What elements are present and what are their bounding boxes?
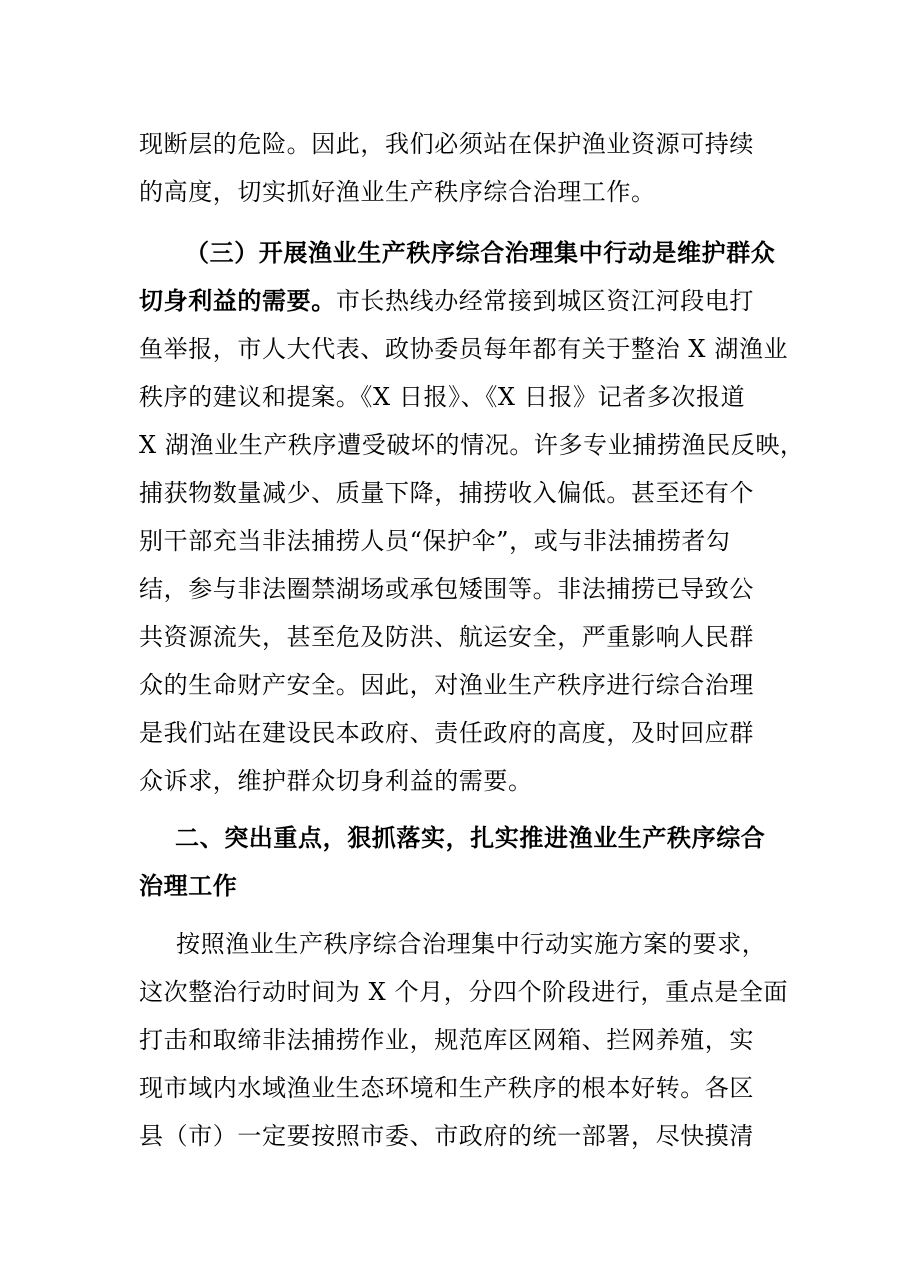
paragraph-line: 的高度，切实抓好渔业生产秩序综合治理工作。 [139,178,656,206]
paragraph-text: 市长热线办经常接到城区资江河段电打 [335,287,755,315]
paragraph-line: 共资源流失，甚至危及防洪、航运安全，严重影响人民群 [139,623,754,651]
paragraph-line: 别干部充当非法捕捞人员“保护伞”，或与非法捕捞者勾 [139,527,731,555]
paragraph-line: 秩序的建议和提案。《X 日报》、《X 日报》记者多次报道 [139,383,746,411]
section-heading-3: （三）开展渔业生产秩序综合治理集中行动是维护群众 [185,239,776,267]
paragraph-line: X 湖渔业生产秩序遭受破坏的情况。许多专业捕捞渔民反映， [139,431,805,459]
paragraph-line: 现市域内水域渔业生态环境和生产秩序的根本好转。各区 [139,1074,754,1102]
section-heading-2-cont: 治理工作 [139,872,238,900]
paragraph-line [139,281,779,321]
paragraph-line: 打击和取缔非法捕捞作业，规范库区网箱、拦网养殖，实 [139,1026,754,1054]
paragraph-line: 这次整治行动时间为 X 个月，分四个阶段进行，重点是全面 [139,978,789,1006]
paragraph-line: 现断层的危险。因此，我们必须站在保护渔业资源可持续 [139,130,754,158]
paragraph-line: 是我们站在建设民本政府、责任政府的高度，及时回应群 [139,719,754,747]
paragraph-line: 捕获物数量减少、质量下降，捕捞收入偏低。甚至还有个 [139,479,754,507]
section-heading-3-cont: 切身利益的需要。 [139,287,336,315]
paragraph-line: 县（市）一定要按照市委、市政府的统一部署，尽快摸清 [139,1122,754,1150]
paragraph-line: 众的生命财产安全。因此，对渔业生产秩序进行综合治理 [139,671,754,699]
paragraph-line: 结，参与非法圈禁湖场或承包矮围等。非法捕捞已导致公 [139,575,754,603]
paragraph-line: 鱼举报，市人大代表、政协委员每年都有关于整治 X 湖渔业 [139,335,789,363]
paragraph-line: 按照渔业生产秩序综合治理集中行动实施方案的要求， [176,930,767,958]
paragraph-line: 众诉求，维护群众切身利益的需要。 [139,767,533,795]
section-heading-2: 二、突出重点，狠抓落实，扎实推进渔业生产秩序综合 [175,824,766,852]
